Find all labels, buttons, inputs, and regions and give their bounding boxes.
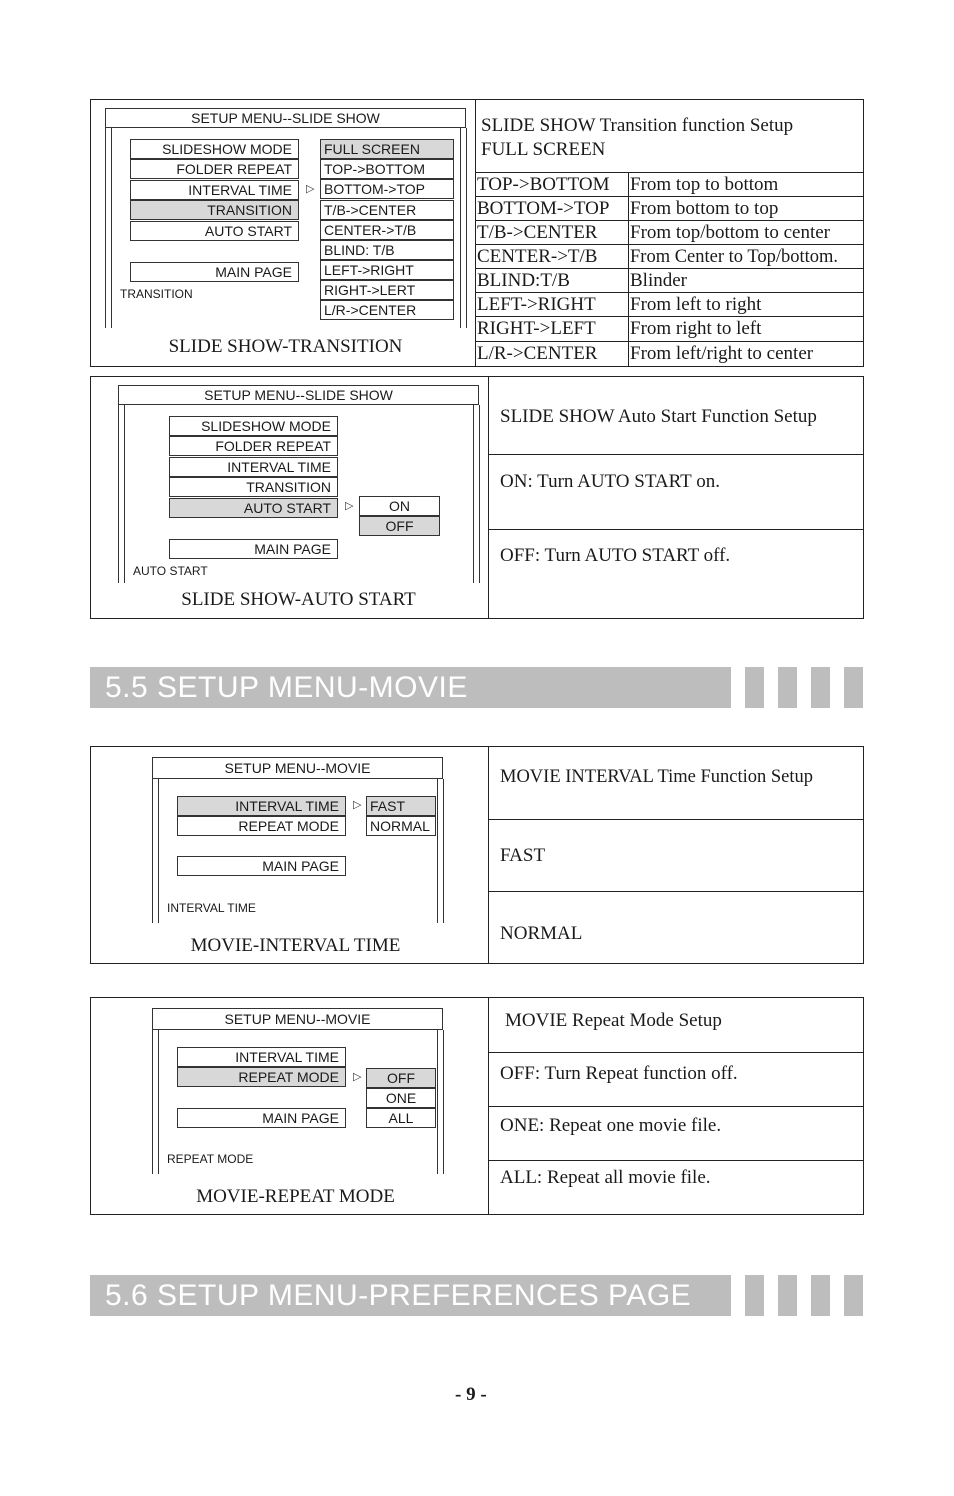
section-title-movie: 5.5 SETUP MENU-MOVIE xyxy=(90,667,731,708)
row-value: From bottom to top xyxy=(630,198,779,219)
option-off[interactable]: OFF xyxy=(359,516,440,536)
screen-frame-left-inner xyxy=(158,1030,159,1174)
row-value: From left to right xyxy=(630,294,762,315)
option-right-left[interactable]: RIGHT->LERT xyxy=(320,280,454,300)
option-lr-center[interactable]: L/R->CENTER xyxy=(320,300,454,320)
repeat-caption: MOVIE-REPEAT MODE xyxy=(196,1186,395,1207)
interval-desc-normal: NORMAL xyxy=(500,923,583,944)
table-row xyxy=(475,221,864,245)
menu-item-slideshow-mode[interactable]: SLIDESHOW MODE xyxy=(169,416,338,436)
screen-frame-left-inner xyxy=(124,405,125,583)
table-row xyxy=(475,173,864,197)
screen-frame-right xyxy=(437,779,438,923)
table-row xyxy=(475,293,864,317)
menu-item-repeat-mode[interactable]: REPEAT MODE xyxy=(177,1067,346,1087)
option-on[interactable]: ON xyxy=(359,496,440,516)
screen-frame-left xyxy=(105,128,106,328)
menu-item-transition[interactable]: TRANSITION xyxy=(169,477,338,497)
table-row xyxy=(475,197,864,221)
screen-frame-right xyxy=(460,128,461,328)
row-line xyxy=(488,1106,864,1107)
row-key: L/R->CENTER xyxy=(477,343,598,364)
menu-item-interval-time[interactable]: INTERVAL TIME xyxy=(177,796,346,816)
row-key: BOTTOM->TOP xyxy=(477,198,610,219)
main-page-button[interactable]: MAIN PAGE xyxy=(130,262,299,282)
interval-desc-title: MOVIE INTERVAL Time Function Setup xyxy=(500,767,814,787)
table-row xyxy=(475,245,864,269)
menu-item-folder-repeat[interactable]: FOLDER REPEAT xyxy=(130,159,299,179)
row-key: CENTER->T/B xyxy=(477,246,598,267)
screen-frame-left-inner xyxy=(158,779,159,923)
row-value: From top to bottom xyxy=(630,174,779,195)
section-decoration-block xyxy=(745,667,764,708)
row-key: BLIND:T/B xyxy=(477,270,570,291)
option-fast[interactable]: FAST xyxy=(366,796,436,816)
transition-caption: SLIDE SHOW-TRANSITION xyxy=(168,336,403,357)
screen-frame-right-inner xyxy=(443,1030,444,1174)
transition-screen-title: SETUP MENU--SLIDE SHOW xyxy=(105,108,466,128)
option-center-tb[interactable]: CENTER->T/B xyxy=(320,220,454,240)
row-line xyxy=(488,1160,864,1161)
row-key: TOP->BOTTOM xyxy=(477,174,610,195)
row-line xyxy=(488,819,864,820)
autostart-divider xyxy=(488,376,489,619)
menu-item-slideshow-mode[interactable]: SLIDESHOW MODE xyxy=(130,139,299,159)
status-label: REPEAT MODE xyxy=(167,1152,254,1166)
section-decoration-block xyxy=(844,667,863,708)
autostart-desc-on: ON: Turn AUTO START on. xyxy=(500,471,720,492)
row-key: RIGHT->LEFT xyxy=(477,318,596,339)
main-page-button[interactable]: MAIN PAGE xyxy=(177,1108,346,1128)
screen-frame-left xyxy=(152,779,153,923)
section-title-preferences: 5.6 SETUP MENU-PREFERENCES PAGE xyxy=(90,1275,731,1316)
menu-item-folder-repeat[interactable]: FOLDER REPEAT xyxy=(169,436,338,456)
option-full-screen[interactable]: FULL SCREEN xyxy=(320,139,454,159)
section-decoration-block xyxy=(778,1275,797,1316)
option-left-right[interactable]: LEFT->RIGHT xyxy=(320,260,454,280)
menu-item-auto-start[interactable]: AUTO START xyxy=(130,221,299,241)
main-page-button[interactable]: MAIN PAGE xyxy=(169,539,338,559)
table-row xyxy=(475,342,864,366)
row-key: LEFT->RIGHT xyxy=(477,294,596,315)
screen-frame-right xyxy=(437,1030,438,1174)
autostart-desc-off: OFF: Turn AUTO START off. xyxy=(500,545,731,566)
autostart-desc-title: SLIDE SHOW Auto Start Function Setup xyxy=(500,406,817,427)
screen-frame-right-inner xyxy=(443,779,444,923)
menu-item-auto-start[interactable]: AUTO START xyxy=(169,498,338,518)
row-line xyxy=(488,454,864,455)
section-decoration-block xyxy=(778,667,797,708)
status-label: TRANSITION xyxy=(120,287,193,301)
autostart-screen-title: SETUP MENU--SLIDE SHOW xyxy=(118,385,479,405)
interval-caption: MOVIE-INTERVAL TIME xyxy=(190,935,401,956)
repeat-desc-off: OFF: Turn Repeat function off. xyxy=(500,1063,738,1084)
interval-divider xyxy=(488,746,489,964)
option-blind-tb[interactable]: BLIND: T/B xyxy=(320,240,454,260)
repeat-desc-title: MOVIE Repeat Mode Setup xyxy=(505,1010,722,1031)
option-all[interactable]: ALL xyxy=(366,1108,436,1128)
row-value: From left/right to center xyxy=(630,343,814,364)
row-line xyxy=(488,1052,864,1053)
option-off[interactable]: OFF xyxy=(366,1068,436,1088)
section-decoration-block xyxy=(844,1275,863,1316)
transition-desc-title: SLIDE SHOW Transition function Setup xyxy=(481,115,794,136)
pointer-arrow-icon: ▷ xyxy=(345,500,354,512)
row-line xyxy=(488,529,864,530)
interval-screen-title: SETUP MENU--MOVIE xyxy=(152,757,443,779)
option-one[interactable]: ONE xyxy=(366,1088,436,1108)
pointer-arrow-icon: ▷ xyxy=(306,183,315,195)
option-top-bottom[interactable]: TOP->BOTTOM xyxy=(320,159,454,179)
section-decoration-block xyxy=(811,667,830,708)
option-normal[interactable]: NORMAL xyxy=(366,816,436,836)
status-label: AUTO START xyxy=(133,564,208,578)
screen-frame-right-inner xyxy=(466,128,467,328)
row-value: From right to left xyxy=(630,318,762,339)
transition-desc-full-screen: FULL SCREEN xyxy=(481,139,606,160)
screen-frame-left xyxy=(118,405,119,583)
table-row xyxy=(475,269,864,293)
section-decoration-block xyxy=(745,1275,764,1316)
menu-item-interval-time[interactable]: INTERVAL TIME xyxy=(130,180,299,200)
section-decoration-block xyxy=(811,1275,830,1316)
page-number: - 9 - xyxy=(455,1384,487,1405)
menu-item-transition[interactable]: TRANSITION xyxy=(130,200,299,220)
option-bottom-top[interactable]: BOTTOM->TOP xyxy=(320,179,454,199)
status-label: INTERVAL TIME xyxy=(167,901,256,915)
main-page-button[interactable]: MAIN PAGE xyxy=(177,856,346,876)
option-tb-center[interactable]: T/B->CENTER xyxy=(320,200,454,220)
pointer-arrow-icon: ▷ xyxy=(353,1071,362,1083)
row-key: T/B->CENTER xyxy=(477,222,598,243)
menu-item-interval-time[interactable]: INTERVAL TIME xyxy=(169,457,338,477)
row-value: Blinder xyxy=(630,270,687,291)
row-value: From Center to Top/bottom. xyxy=(630,247,839,267)
table-row xyxy=(475,317,864,341)
autostart-caption: SLIDE SHOW-AUTO START xyxy=(181,589,416,610)
screen-frame-right xyxy=(473,405,474,583)
pointer-arrow-icon: ▷ xyxy=(353,799,362,811)
interval-desc-fast: FAST xyxy=(500,845,546,866)
repeat-screen-title: SETUP MENU--MOVIE xyxy=(152,1008,443,1030)
repeat-desc-all: ALL: Repeat all movie file. xyxy=(500,1167,711,1188)
screen-frame-left-inner xyxy=(111,128,112,328)
menu-item-interval-time[interactable]: INTERVAL TIME xyxy=(177,1047,346,1067)
repeat-desc-one: ONE: Repeat one movie file. xyxy=(500,1115,722,1136)
menu-item-repeat-mode[interactable]: REPEAT MODE xyxy=(177,816,346,836)
screen-frame-left xyxy=(152,1030,153,1174)
row-line xyxy=(488,891,864,892)
screen-frame-right-inner xyxy=(479,405,480,583)
row-value: From top/bottom to center xyxy=(630,222,831,243)
